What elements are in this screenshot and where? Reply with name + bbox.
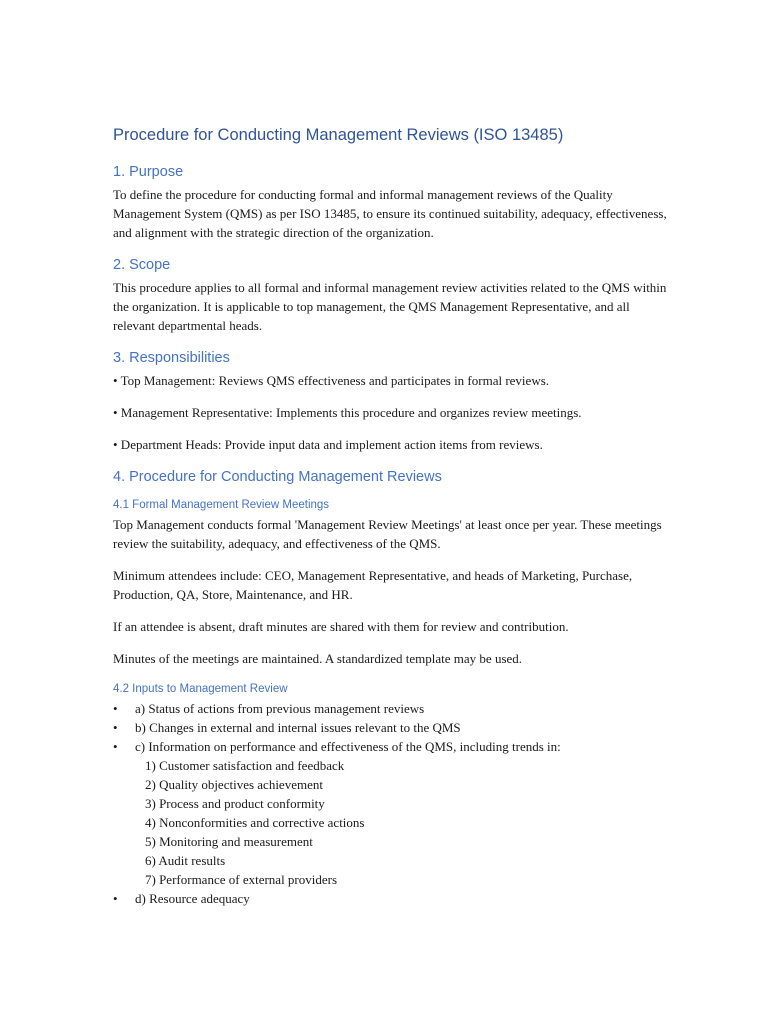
sublist-item: 4) Nonconformities and corrective actions: [145, 815, 365, 830]
formal-review-paragraph: Minutes of the meetings are maintained. A standardized template may be used.: [113, 651, 523, 666]
bullet-icon: •: [113, 739, 118, 754]
inputs-heading: 4.2 Inputs to Management Review: [113, 683, 288, 695]
list-item: [113, 889, 673, 908]
sublist-item: 3) Process and product conformity: [145, 796, 325, 811]
list-item: [113, 699, 673, 718]
responsibility-item: • Management Representative: Implements this procedure and organizes review meetings.: [113, 405, 582, 420]
purpose-heading: 1. Purpose: [113, 164, 184, 180]
list-item: [113, 718, 673, 737]
list-item-text: c) Information on performance and effectiveness of the QMS, including trends in:: [135, 739, 561, 754]
list-item-text: d) Resource adequacy: [135, 891, 250, 906]
formal-review-paragraph: If an attendee is absent, draft minutes are shared with them for review and contribution.: [113, 619, 569, 634]
inputs-list: [113, 699, 673, 908]
sublist-item: 2) Quality objectives achievement: [145, 777, 323, 792]
list-item-text: b) Changes in external and internal issues relevant to the QMS: [135, 720, 461, 735]
formal-review-heading: 4.1 Formal Management Review Meetings: [113, 499, 330, 511]
bullet-icon: •: [113, 720, 118, 735]
document-body: [113, 124, 673, 908]
document-title: Procedure for Conducting Management Reviews (ISO 13485): [113, 126, 564, 144]
responsibilities-heading: 3. Responsibilities: [113, 350, 230, 366]
list-item: [113, 737, 673, 889]
responsibility-item: • Department Heads: Provide input data and implement action items from reviews.: [113, 437, 543, 452]
sublist-item: 7) Performance of external providers: [145, 872, 338, 887]
bullet-icon: •: [113, 891, 118, 906]
scope-text: This procedure applies to all formal and informal management review activities related to the QMS within the organization. It is applicable to top management, the QMS Management Representative, and all relevant departmental heads.: [113, 280, 667, 333]
procedure-heading: 4. Procedure for Conducting Management Reviews: [113, 469, 442, 485]
responsibility-item: • Top Management: Reviews QMS effectiveness and participates in formal reviews.: [113, 373, 550, 388]
sublist-item: 1) Customer satisfaction and feedback: [145, 758, 345, 773]
purpose-text: To define the procedure for conducting formal and informal management reviews of the Quality Management System (QMS) as per ISO 13485, to ensure its continued suitability, adequacy, effectiveness, and alignment with the strategic direction of the organization.: [113, 187, 667, 240]
list-item-text: a) Status of actions from previous management reviews: [135, 701, 425, 716]
scope-heading: 2. Scope: [113, 257, 171, 273]
trends-sublist: [135, 756, 673, 889]
sublist-item: 6) Audit results: [145, 853, 226, 868]
bullet-icon: •: [113, 701, 118, 716]
formal-review-paragraph: Top Management conducts formal 'Management Review Meetings' at least once per year. These meetings review the suitability, adequacy, and effectiveness of the QMS.: [113, 517, 662, 551]
formal-review-paragraph: Minimum attendees include: CEO, Management Representative, and heads of Marketing, Purchase, Production, QA, Store, Maintenance, and HR.: [113, 568, 633, 602]
sublist-item: 5) Monitoring and measurement: [145, 834, 313, 849]
